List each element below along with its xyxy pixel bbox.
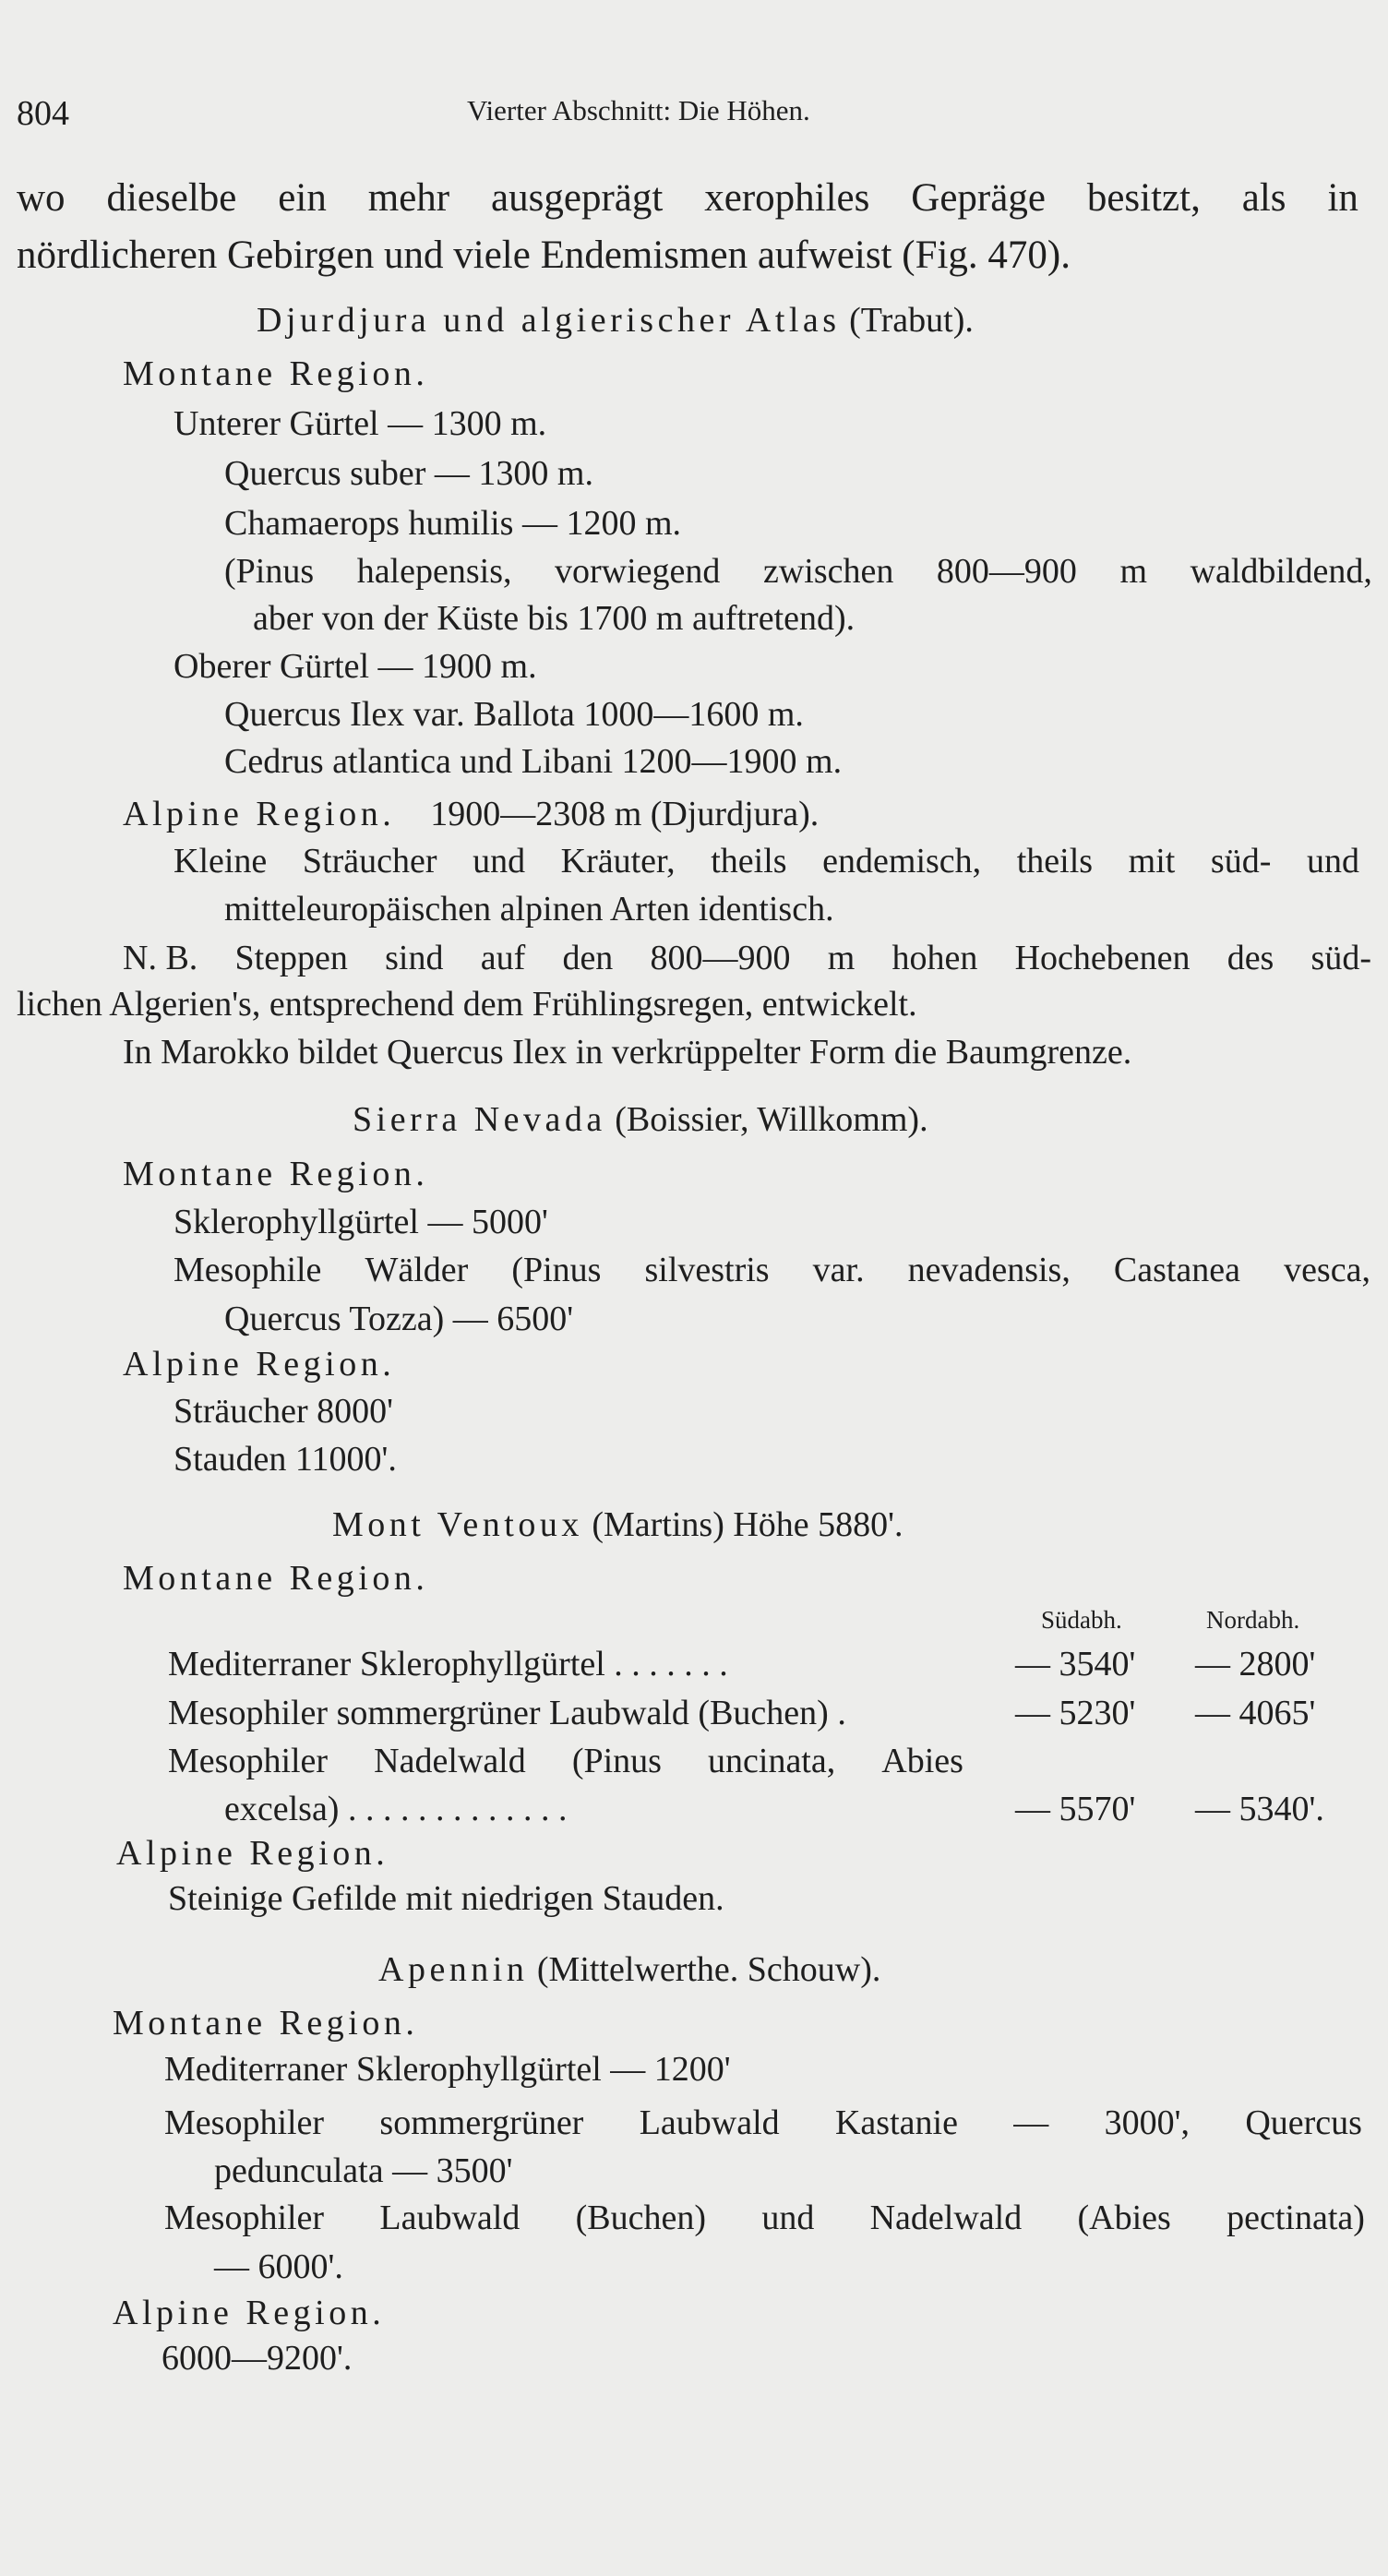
quercus-ilex-ballota: Quercus Ilex var. Ballota 1000—1600 m. — [224, 695, 804, 734]
word: theils — [711, 842, 787, 881]
word: dieselbe — [106, 176, 237, 220]
nadelwald-nord: — 5340'. — [1195, 1790, 1324, 1828]
word: und — [473, 842, 526, 881]
section-title-rest: (Martins) Höhe 5880'. — [592, 1505, 903, 1544]
word: Nadelwald — [374, 1742, 526, 1780]
unterer-guertel: Unterer Gürtel — 1300 m. — [174, 404, 547, 443]
word: als — [1241, 176, 1286, 220]
mediterraner-sklerophyll: Mediterraner Sklerophyllgürtel — 1200' — [164, 2050, 731, 2089]
table-row-label: Mesophiler sommergrüner Laubwald (Buchen) . — [168, 1694, 846, 1732]
pinus-halepensis-line — [224, 554, 1372, 589]
word: Wälder — [365, 1251, 469, 1289]
alpine-region-heading: Alpine Region. — [116, 1834, 389, 1873]
word: Quercus — [1245, 2103, 1362, 2142]
stauden: Stauden 11000'. — [174, 1440, 397, 1479]
word: Kleine — [174, 842, 268, 881]
word: N. B. — [123, 939, 198, 977]
word: pectinata) — [1226, 2199, 1365, 2237]
pinus-halepensis-cont: aber von der Küste bis 1700 m auftretend). — [253, 599, 856, 638]
word: wo — [17, 176, 66, 220]
montane-region-heading: Montane Region. — [123, 1559, 429, 1598]
word: m — [1119, 552, 1148, 591]
alpine-region-line — [123, 797, 819, 832]
section-title-source: (Boissier, Willkomm). — [615, 1100, 928, 1139]
section-title-mont-ventoux — [332, 1507, 903, 1542]
laubwald-nadelwald-line — [164, 2200, 1365, 2235]
word: (Pinus — [571, 1742, 662, 1780]
table-row-sud: — 5230' — [1015, 1694, 1136, 1732]
nadelwald-sud: — 5570' — [1015, 1790, 1136, 1828]
word: 3000', — [1104, 2103, 1190, 2142]
word: sommergrüner — [379, 2103, 584, 2142]
section-title-djurdjura — [257, 303, 974, 338]
word: zwischen — [762, 552, 894, 591]
word: Kräuter, — [560, 842, 676, 881]
page-number: 804 — [17, 94, 69, 133]
word: Mesophile — [174, 1251, 322, 1289]
word: süd- — [1210, 842, 1272, 881]
kleine-straeucher-cont: mitteleuropäischen alpinen Arten identisch. — [224, 890, 834, 929]
word: vesca, — [1284, 1251, 1370, 1289]
word: endemisch, — [822, 842, 982, 881]
word: ein — [278, 176, 327, 220]
steinige-gefilde: Steinige Gefilde mit niedrigen Stauden. — [168, 1879, 724, 1918]
word: besitzt, — [1086, 176, 1201, 220]
nb-steppen-line — [123, 941, 1371, 976]
word: Mesophiler — [168, 1742, 329, 1780]
word: süd- — [1310, 939, 1371, 977]
word: mit — [1128, 842, 1176, 881]
word: auf — [480, 939, 526, 977]
alpine-region-value: 6000—9200'. — [162, 2339, 353, 2378]
section-title-main: Djurdjura und algierischer Atlas — [257, 301, 841, 340]
section-title-apennin — [378, 1952, 880, 1987]
laubwald-nadelwald-cont: — 6000'. — [214, 2247, 343, 2286]
word: Mesophiler — [164, 2199, 325, 2237]
word: Nadelwald — [869, 2199, 1023, 2237]
section-title-source: (Trabut). — [849, 301, 974, 340]
word: ausgeprägt — [491, 176, 664, 220]
word: 800—900 — [936, 552, 1077, 591]
word: Sträucher — [302, 842, 437, 881]
table-row-sud: — 3540' — [1015, 1645, 1136, 1683]
word: (Buchen) — [575, 2199, 707, 2237]
word: Castanea — [1113, 1251, 1241, 1289]
word: 800—900 — [650, 939, 791, 977]
mesophile-waelder-line — [174, 1252, 1370, 1288]
word: (Pinus — [511, 1251, 602, 1289]
sommergruener-laubwald-cont: pedunculata — 3500' — [214, 2151, 513, 2190]
word: in — [1327, 176, 1358, 220]
word: sind — [385, 939, 444, 977]
word: uncinata, — [708, 1742, 836, 1780]
oberer-guertel: Oberer Gürtel — 1900 m. — [174, 647, 537, 686]
word: silvestris — [644, 1251, 770, 1289]
word: und — [761, 2199, 815, 2237]
word: Gepräge — [911, 176, 1046, 220]
column-header-suedabh: Südabh. — [1041, 1606, 1122, 1634]
quercus-suber: Quercus suber — 1300 m. — [224, 454, 593, 493]
section-title-source: (Mittelwerthe. Schouw). — [536, 1950, 881, 1989]
montane-region-heading: Montane Region. — [123, 1155, 429, 1193]
alpine-region-heading: Alpine Region. — [123, 795, 396, 833]
word: Laubwald — [639, 2103, 780, 2142]
running-title: Vierter Abschnitt: Die Höhen. — [467, 94, 810, 126]
word: halepensis, — [356, 552, 512, 591]
word: vorwiegend — [555, 552, 721, 591]
word: waldbildend, — [1190, 552, 1372, 591]
word: den — [562, 939, 614, 977]
table-row-label: Mediterraner Sklerophyllgürtel . . . . . . . — [168, 1645, 728, 1683]
alpine-region-heading: Alpine Region. — [113, 2294, 386, 2332]
word: (Abies — [1077, 2199, 1171, 2237]
word: Mesophiler — [164, 2103, 325, 2142]
nadelwald-line — [168, 1743, 963, 1779]
word: Abies — [881, 1742, 963, 1780]
nb-steppen-cont: lichen Algerien's, entsprechend dem Frühlingsregen, entwickelt. — [17, 985, 917, 1024]
table-row-nord: — 2800' — [1195, 1645, 1316, 1683]
straeucher: Sträucher 8000' — [174, 1392, 393, 1431]
word: Steppen — [234, 939, 348, 977]
intro-line-1 — [17, 178, 1358, 218]
section-title-main: Apennin — [378, 1950, 529, 1989]
alpine-region-heading: Alpine Region. — [123, 1345, 396, 1384]
intro-line-2: nördlicheren Gebirgen und viele Endemismen aufweist (Fig. 470). — [17, 234, 1071, 277]
word: theils — [1016, 842, 1094, 881]
word: mehr — [367, 176, 450, 220]
table-row-nord: — 4065' — [1195, 1694, 1316, 1732]
section-title-main: Mont Ventoux — [332, 1505, 583, 1544]
cedrus-atlantica: Cedrus atlantica und Libani 1200—1900 m. — [224, 742, 843, 781]
word: des — [1226, 939, 1274, 977]
word: Laubwald — [379, 2199, 520, 2237]
section-title-main: Sierra Nevada — [353, 1100, 606, 1139]
mesophile-waelder-cont: Quercus Tozza) — 6500' — [224, 1300, 574, 1338]
word: (Pinus — [224, 552, 315, 591]
word: Kastanie — [834, 2103, 958, 2142]
alpine-region-value: 1900—2308 m (Djurdjura). — [430, 795, 820, 833]
nadelwald-cont: excelsa) . . . . . . . . . . . . . — [224, 1790, 568, 1828]
sommergruener-laubwald-line — [164, 2105, 1362, 2140]
word: — — [1013, 2103, 1049, 2142]
word: Hochebenen — [1014, 939, 1191, 977]
section-title-sierra-nevada — [353, 1102, 928, 1137]
montane-region-heading: Montane Region. — [123, 354, 429, 393]
word: nevadensis, — [907, 1251, 1071, 1289]
kleine-straeucher-line — [174, 844, 1359, 879]
word: xerophiles — [704, 176, 870, 220]
word: hohen — [891, 939, 978, 977]
column-header-nordabh: Nordabh. — [1206, 1606, 1300, 1634]
word: var. — [812, 1251, 865, 1289]
montane-region-heading: Montane Region. — [113, 2004, 419, 2043]
word: und — [1306, 842, 1359, 881]
marokko-note: In Marokko bildet Quercus Ilex in verkrüppelter Form die Baumgrenze. — [123, 1033, 1132, 1072]
word: m — [827, 939, 856, 977]
chamaerops-humilis: Chamaerops humilis — 1200 m. — [224, 504, 682, 543]
sklerophyll-guertel: Sklerophyllgürtel — 5000' — [174, 1203, 548, 1241]
